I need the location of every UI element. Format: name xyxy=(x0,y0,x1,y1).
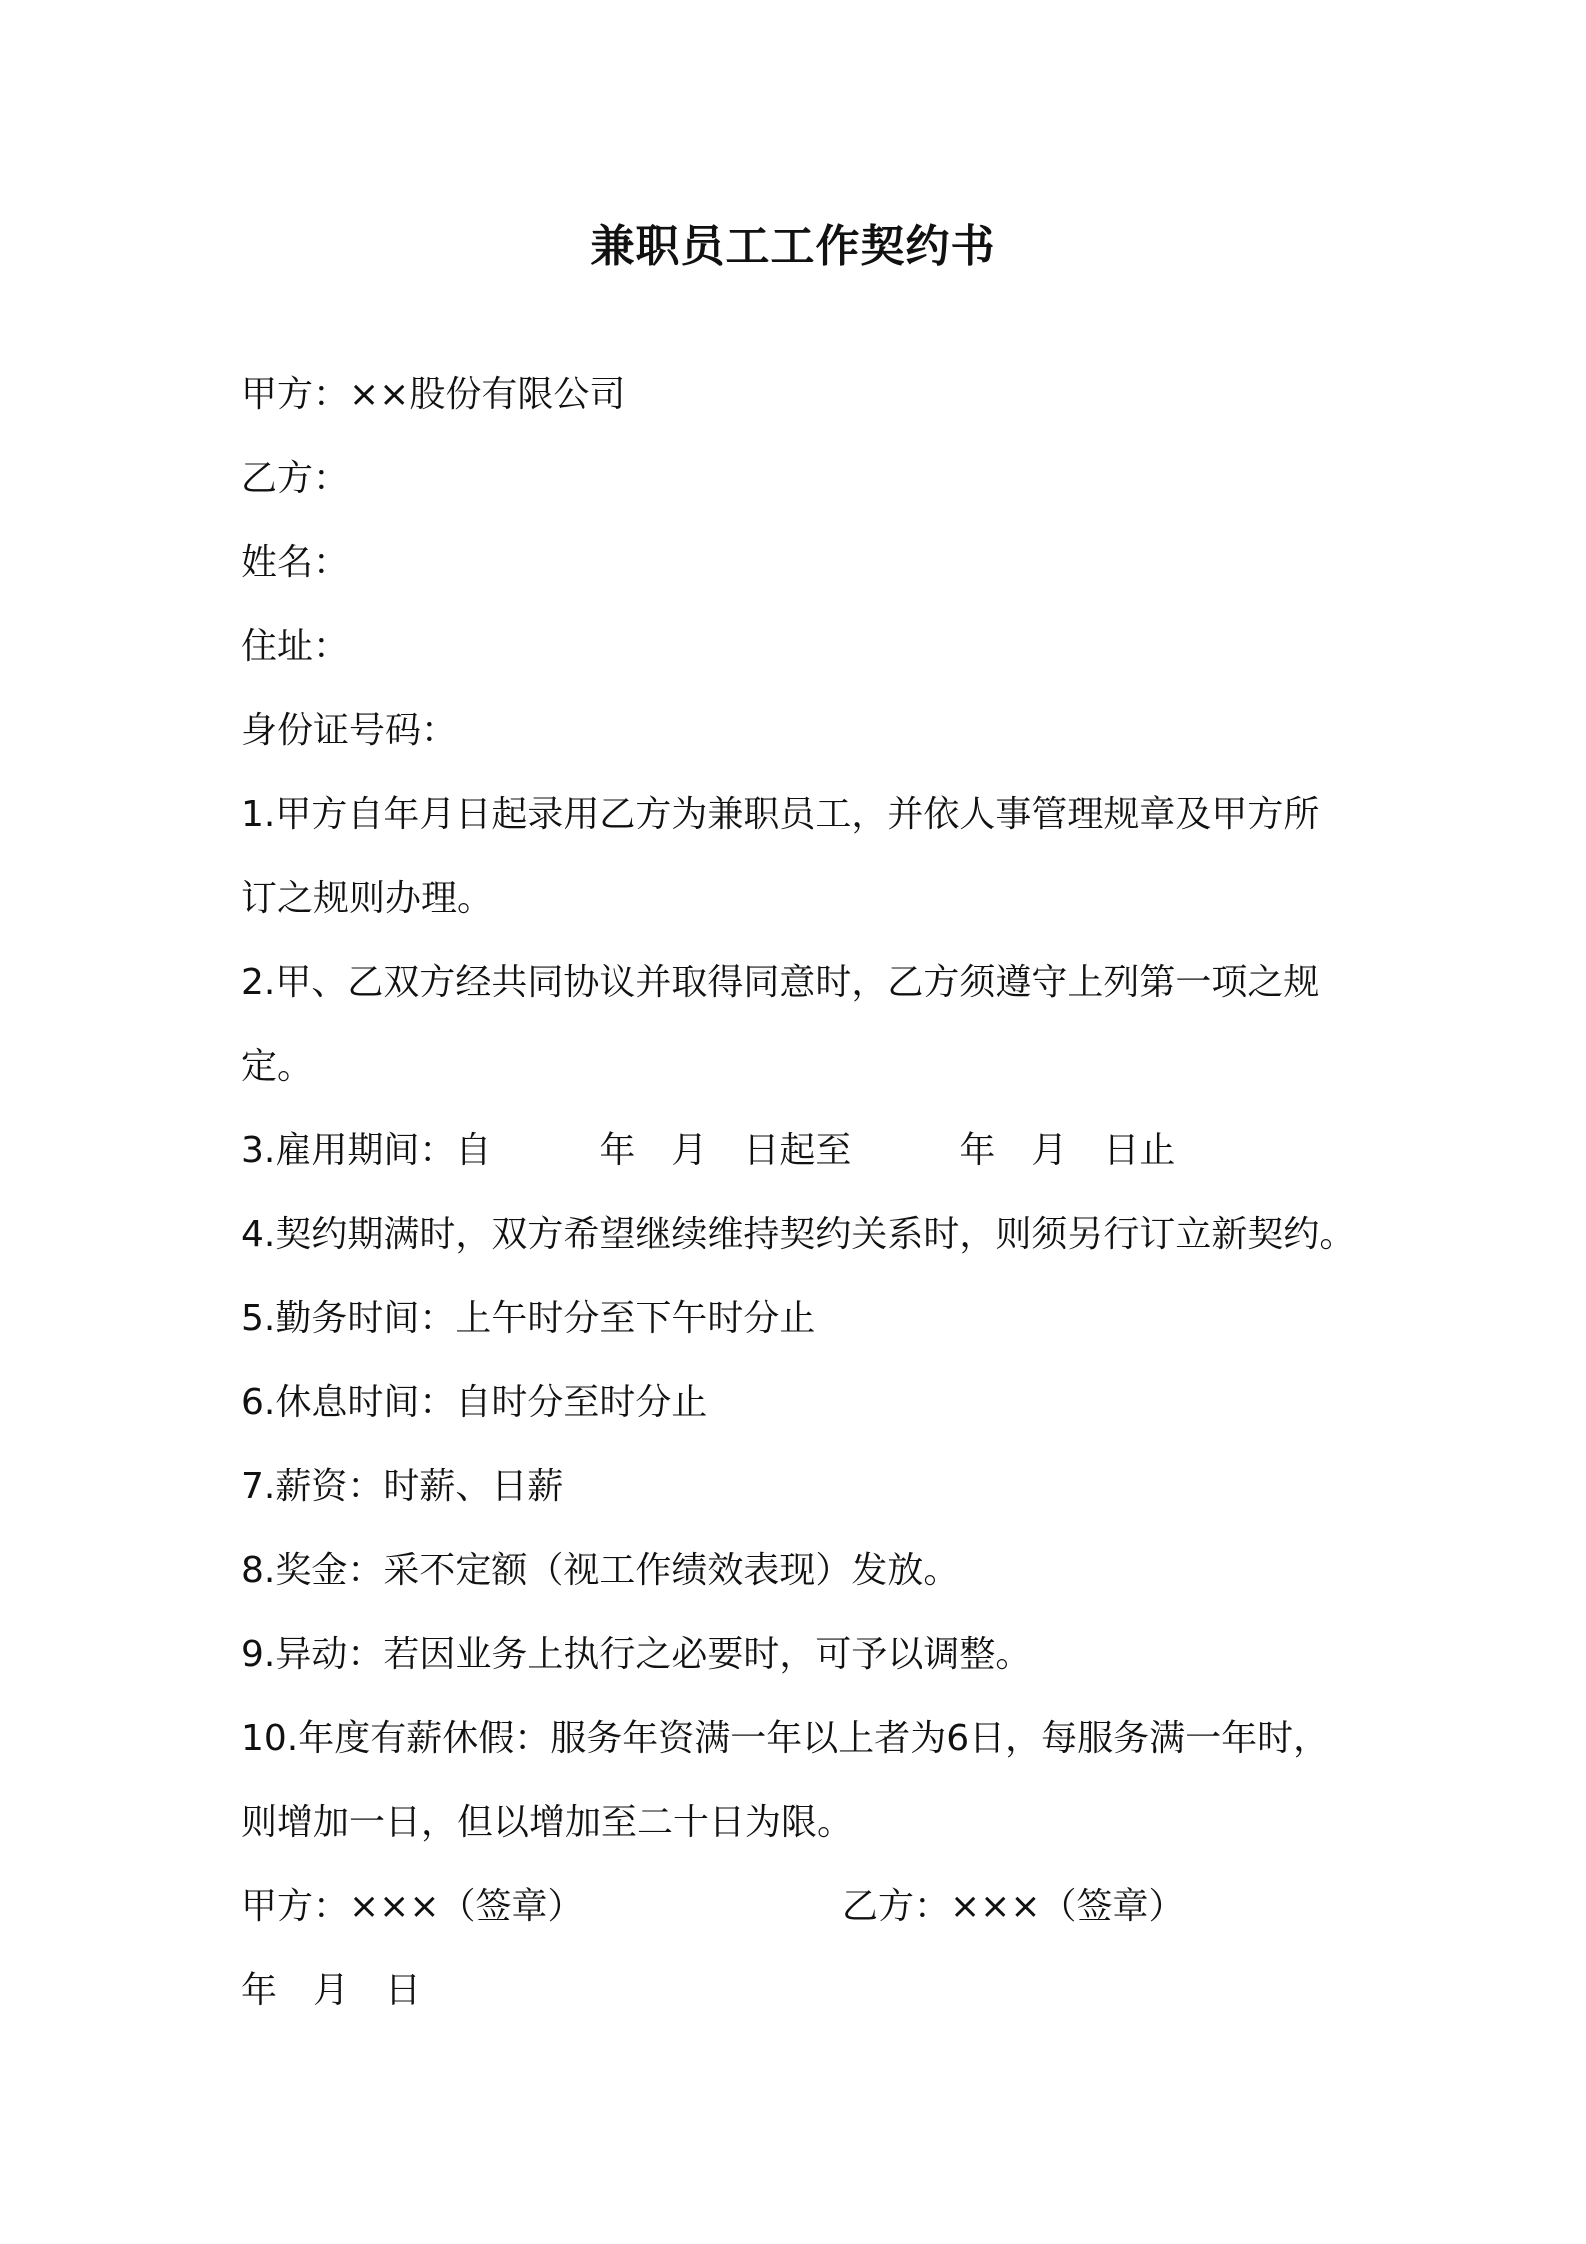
party-a-line: 甲方：××股份有限公司 xyxy=(241,374,626,415)
clause-1-line-2: 订之规则办理。 xyxy=(241,878,494,919)
clause-1-line-1: 1.甲方自年月日起录用乙方为兼职员工，并依人事管理规章及甲方所 xyxy=(241,794,1320,835)
signature-party-b: 乙方：×××（签章） xyxy=(842,1886,1185,1927)
signature-party-a: 甲方：×××（签章） xyxy=(241,1886,584,1927)
clause-8: 8.奖金：采不定额（视工作绩效表现）发放。 xyxy=(241,1550,960,1591)
document-title: 兼职员工工作契约书 xyxy=(590,221,996,272)
clause-10-line-1: 10.年度有薪休假：服务年资满一年以上者为6日，每服务满一年时， xyxy=(241,1718,1330,1759)
id-number-line: 身份证号码： xyxy=(241,710,458,751)
clause-7: 7.薪资：时薪、日薪 xyxy=(241,1466,564,1507)
name-line: 姓名： xyxy=(241,542,350,583)
clause-9: 9.异动：若因业务上执行之必要时，可予以调整。 xyxy=(241,1634,1032,1675)
clause-5: 5.勤务时间：上午时分至下午时分止 xyxy=(241,1298,816,1339)
address-line: 住址： xyxy=(241,626,350,667)
clause-10-line-2: 则增加一日，但以增加至二十日为限。 xyxy=(241,1802,854,1843)
clause-4: 4.契约期满时，双方希望继续维持契约关系时，则须另行订立新契约。 xyxy=(241,1214,1356,1255)
clause-2-line-1: 2.甲、乙双方经共同协议并取得同意时，乙方须遵守上列第一项之规 xyxy=(241,962,1320,1003)
party-b-line: 乙方： xyxy=(241,458,350,499)
clause-2-line-2: 定。 xyxy=(241,1046,314,1087)
clause-3: 3.雇用期间：自 年 月 日起至 年 月 日止 xyxy=(241,1130,1176,1171)
date-line: 年 月 日 xyxy=(241,1970,422,2011)
clause-6: 6.休息时间：自时分至时分止 xyxy=(241,1382,708,1423)
